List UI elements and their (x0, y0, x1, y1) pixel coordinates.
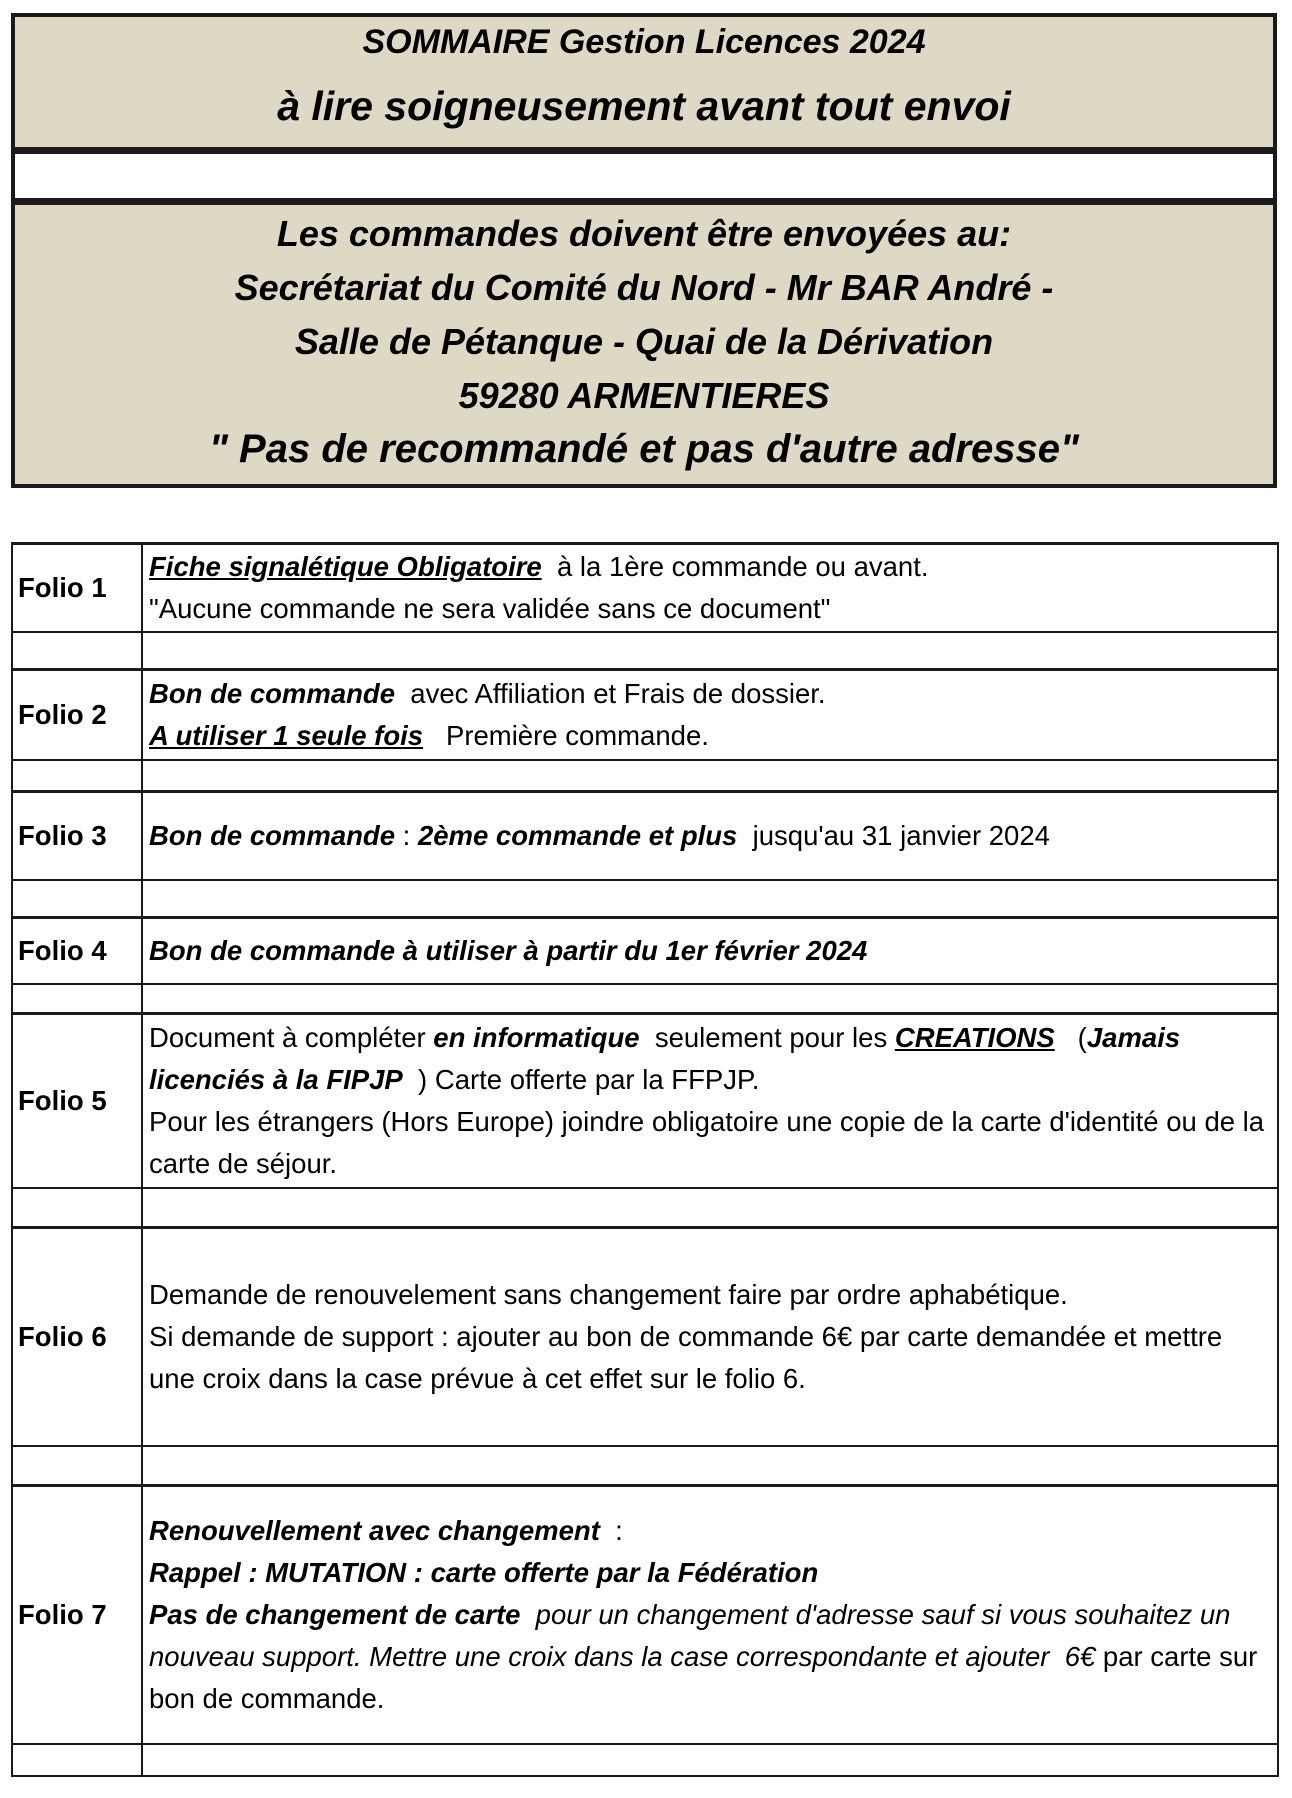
folio-label: Folio 2 (12, 670, 142, 760)
address-box (11, 201, 1277, 488)
folio-title: Fiche signalétique Obligatoire (149, 550, 542, 582)
folio-label: Folio 7 (12, 1486, 142, 1744)
folio-label: Folio 6 (12, 1228, 142, 1446)
folio-emphasis: Pas de changement de carte (149, 1598, 521, 1630)
folio-description (142, 918, 1278, 984)
folio-note: "Aucune commande ne sera validée sans ce document" (149, 592, 831, 624)
table-row (12, 918, 1278, 984)
spacer-row (11, 150, 1277, 202)
folio-emphasis: en informatique (433, 1021, 640, 1053)
folio-text: ( (1054, 1021, 1087, 1053)
folio-description (142, 544, 1278, 632)
folio-title: Bon de commande à utiliser à partir du 1er février 2024 (149, 934, 868, 966)
folio-text: ) Carte offerte par la FFPJP. (402, 1063, 760, 1095)
folio-emphasis: Rappel : MUTATION : carte offerte par la Fédération (149, 1556, 819, 1588)
table-row (12, 544, 1278, 632)
folio-description (142, 792, 1278, 880)
folio-emphasis: A utiliser 1 seule fois (149, 719, 424, 751)
table-row (12, 1014, 1278, 1188)
spacer-row (12, 1744, 1278, 1776)
address-city: 59280 ARMENTIERES (458, 375, 830, 416)
folio-note: Si demande de support : ajouter au bon de commande 6€ par carte demandée et mettre une croix dans la case prévue à cet effet sur le folio 6. (149, 1320, 1223, 1394)
address-warning: " Pas de recommandé et pas d'autre adresse" (208, 427, 1080, 471)
folio-text: : (599, 1514, 623, 1546)
table-row (12, 1486, 1278, 1744)
spacer-row (12, 1446, 1278, 1486)
table-row (12, 792, 1278, 880)
folio-description (142, 1014, 1278, 1188)
folio-text: pour un changement d'adresse sauf si vous souhaitez un nouveau support. Mettre une croix dans la case correspondante et ajouter 6€ (149, 1598, 1239, 1672)
folio-label: Folio 5 (12, 1014, 142, 1188)
folio-description (142, 1228, 1278, 1446)
table-row (12, 1228, 1278, 1446)
summary-title: SOMMAIRE Gestion Licences 2024 (362, 23, 926, 61)
folio-emphasis: CREATIONS (894, 1021, 1055, 1053)
header-box (11, 13, 1277, 151)
folio-text: Document à compléter (149, 1021, 434, 1053)
folio-text: jusqu'au 31 janvier 2024 (737, 819, 1050, 851)
folio-text: Première commande. (423, 719, 709, 751)
folio-text: avec Affiliation et Frais de dossier. (395, 677, 826, 709)
folio-table (11, 542, 1279, 1777)
folio-emphasis: 2ème commande et plus (417, 819, 738, 851)
spacer-row (12, 880, 1278, 918)
folio-label: Folio 1 (12, 544, 142, 632)
address-street: Salle de Pétanque - Quai de la Dérivation (294, 321, 994, 362)
spacer-row (12, 760, 1278, 792)
folio-text: Demande de renouvelement sans changement faire par ordre aphabétique. (149, 1278, 1068, 1310)
folio-title: Bon de commande (149, 819, 396, 851)
folio-label: Folio 4 (12, 918, 142, 984)
spacer-row (12, 632, 1278, 670)
folio-emphasis: Jamais licenciés à la FIPJP (149, 1021, 1181, 1095)
folio-text: seulement pour les (639, 1021, 895, 1053)
folio-text: par carte sur bon de commande. (149, 1640, 1258, 1714)
spacer-row (12, 1188, 1278, 1228)
folio-label: Folio 3 (12, 792, 142, 880)
folio-text: : (395, 819, 418, 851)
spacer-row (12, 984, 1278, 1014)
address-intro: Les commandes doivent être envoyées au: (276, 213, 1012, 254)
folio-note: Pour les étrangers (Hors Europe) joindre obligatoire une copie de la carte d'identité ou de la carte de séjour. (149, 1105, 1265, 1179)
table-row (12, 670, 1278, 760)
folio-title: Bon de commande (149, 677, 396, 709)
summary-subtitle: à lire soigneusement avant tout envoi (277, 83, 1011, 129)
folio-description (142, 1486, 1278, 1744)
folio-title: Renouvellement avec changement (149, 1514, 600, 1546)
folio-text: à la 1ère commande ou avant. (541, 550, 929, 582)
folio-description (142, 670, 1278, 760)
address-recipient: Secrétariat du Comité du Nord - Mr BAR André - (234, 267, 1054, 308)
